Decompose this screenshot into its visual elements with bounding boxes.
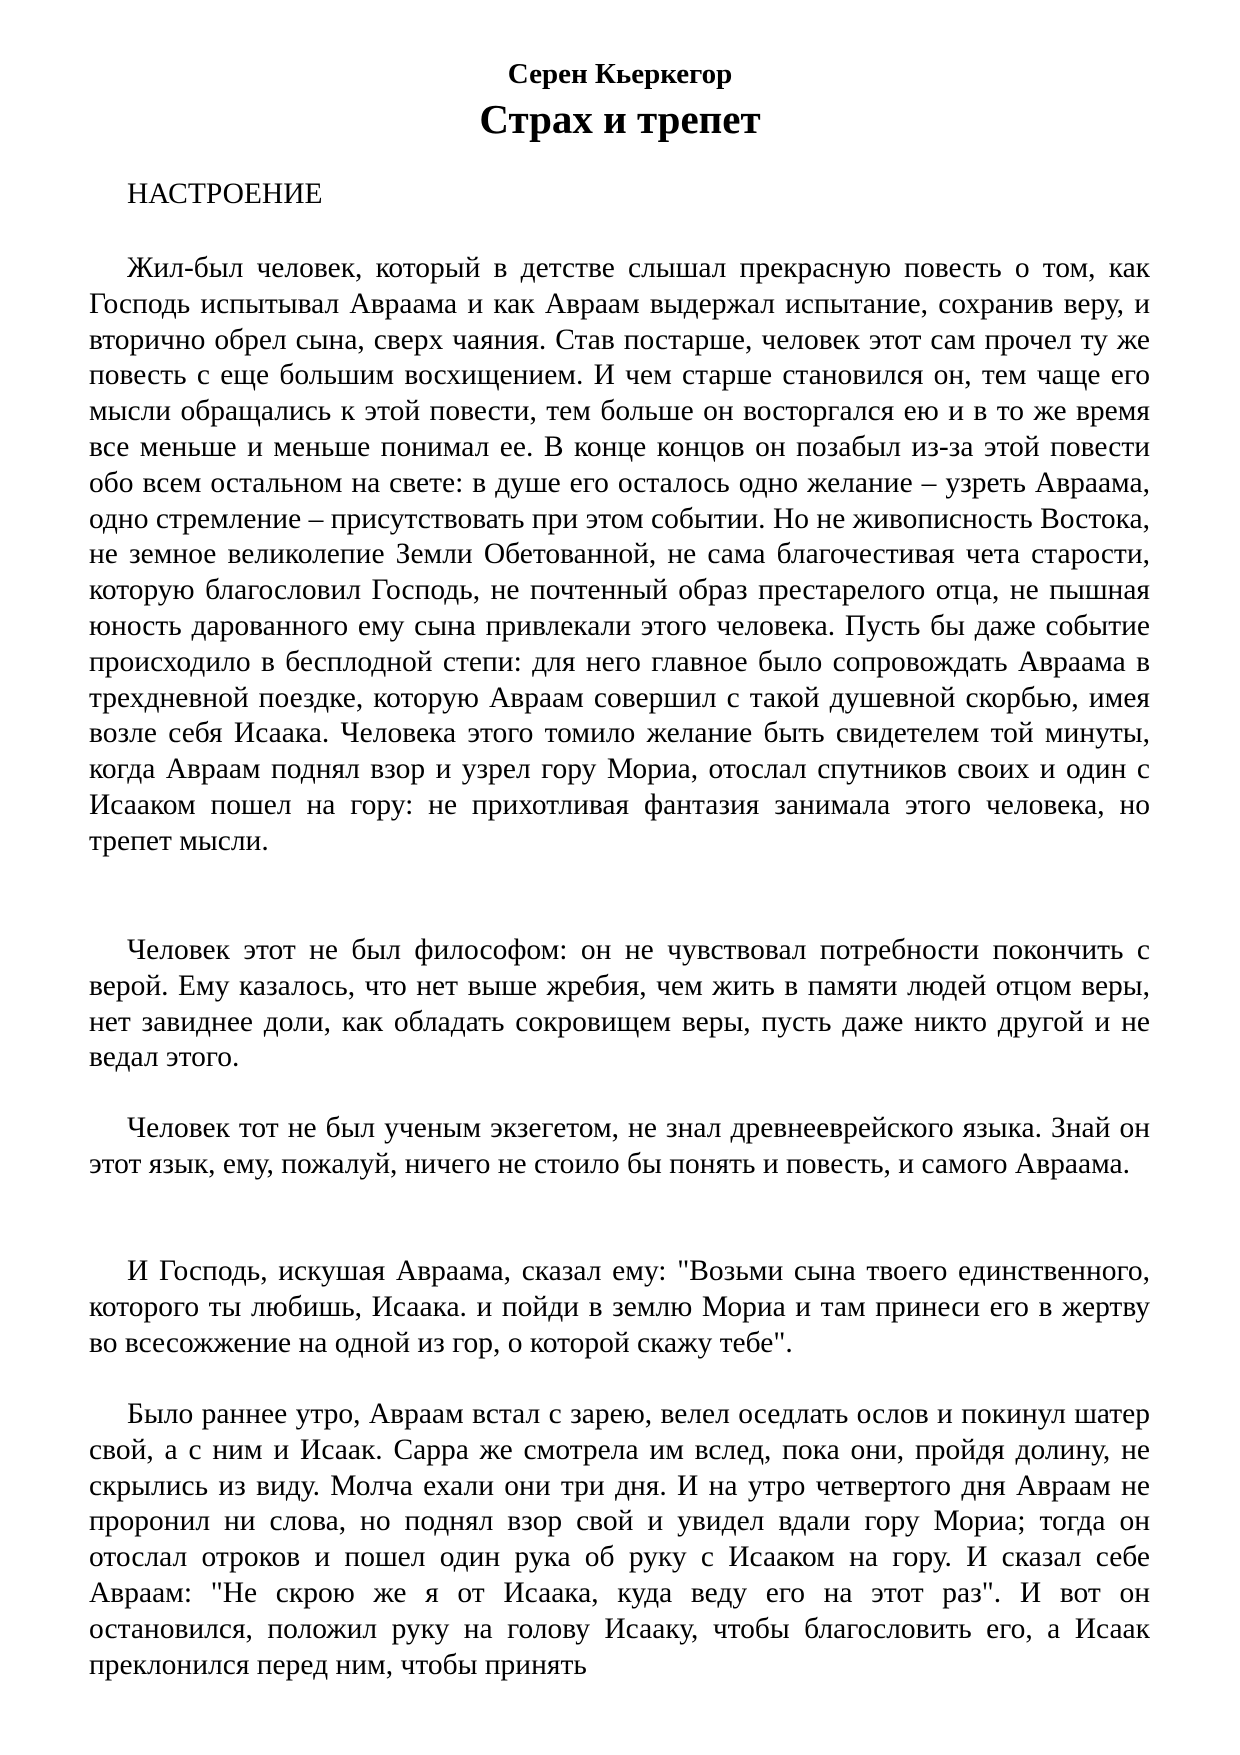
paragraph: Жил-был человек, который в детстве слышал прекрасную повесть о том, как Господь испытывал Авраама и как Авраам выдержал испытание, сохранив веру, и вторично обрел сына, сверх чаяния. Став постарше, человек этот сам прочел ту же повесть с еще большим восхищением. И чем старше становился он, тем чаще его мысли обращались к этой повести, тем больше он восторгался ею и в то же время все меньше и меньше понимал ее. В конце концов он позабыл из-за этой повести обо всем остальном на свете: в душе его осталось одно желание – узреть Авраама, одно стремление – присутствовать при этом событии. Но не живописность Востока, не земное великолепие Земли Обетованной, не сама благочестивая чета старости, которую благословил Господь, не почтенный образ престарелого отца, не пышная юность дарованного ему сына привлекали этого человека. Пусть бы даже событие происходило в бесплодной степи: для него главное было сопровождать Авраама в трехдневной поездке, которую Авраам совершил с такой душевной скорбью, имея возле себя Исаака. Человека этого томило желание быть свидетелем той минуты, когда Авраам поднял взор и узрел гору Мориа, отослал спутников своих и один с Исааком пошел на гору: не прихотливая фантазия занимала этого человека, но трепет мысли.: [89, 252, 1150, 857]
section-heading: НАСТРОЕНИЕ: [127, 178, 323, 210]
author-name: Серен Кьеркегор: [507, 58, 733, 90]
paragraph: И Господь, искушая Авраама, сказал ему: "Возьми сына твоего единственного, которого ты любишь, Исаака. и пойди в землю Мориа и там принеси его в жертву во всесожжение на одной из гор, о которой скажу тебе".: [89, 1255, 1150, 1359]
paragraph: Было раннее утро, Авраам встал с зарею, велел оседлать ослов и покинул шатер свой, а с ним и Исаак. Сарра же смотрела им вслед, пока они, пройдя долину, не скрылись из виду. Молча ехали они три дня. И на утро четвертого дня Авраам не проронил ни слова, но поднял взор свой и увидел вдали гору Мориа; тогда он отослал отроков и пошел один рука об руку с Исааком на гору. И сказал себе Авраам: "Не скрою же я от Исаака, куда веду его на этот раз". И вот он остановился, положил руку на голову Исааку, чтобы благословить его, а Исаак преклонился перед ним, чтобы принять: [89, 1398, 1150, 1681]
paragraph: Человек тот не был ученым экзегетом, не знал древнееврейского языка. Знай он этот язык, ему, пожалуй, ничего не стоило бы понять и повесть, и самого Авраама.: [89, 1112, 1150, 1180]
paragraph: Человек этот не был философом: он не чувствовал потребности покончить с верой. Ему казалось, что нет выше жребия, чем жить в памяти людей отцом веры, нет завиднее доли, как обладать сокровищем веры, пусть даже никто другой и не ведал этого.: [89, 934, 1150, 1074]
document-title: Страх и трепет: [479, 96, 761, 142]
